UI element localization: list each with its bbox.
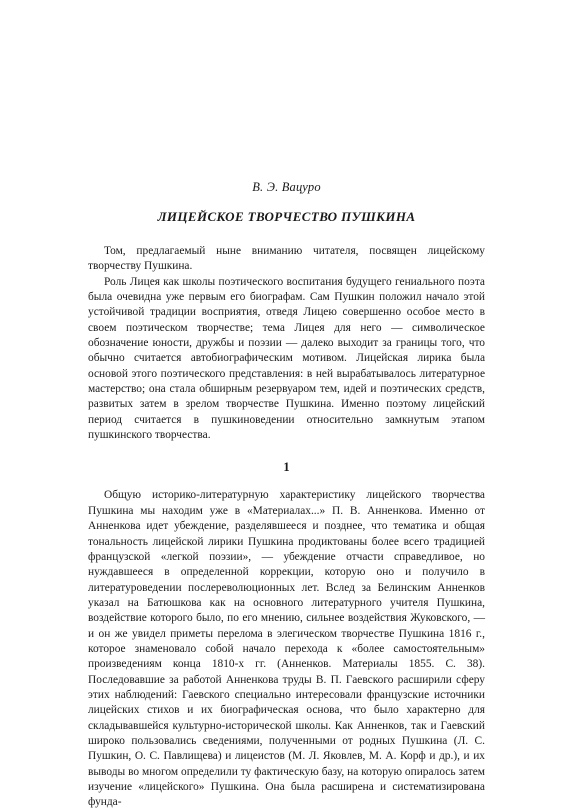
article-title: ЛИЦЕЙСКОЕ ТВОРЧЕСТВО ПУШКИНА <box>157 209 416 224</box>
intro-paragraph: Роль Лицея как школы поэтического воспитания будущего гениального поэта была очевидна уже первым его биографам. Сам Пушкин положил начало этой устойчивой традиции восприятия, отведя Лицею совершенно особое место в своем поэтическом творчестве; тема Лицея для него — символическое обозначение юности, дружбы и поэзии — далеко выходит за границы того, что обычно считается автобиографическим мотивом. Лицейская лирика была основой этого поэтического представления: в ней вырабатывалось литературное мастерство; она стала обширным резервуаром тем, идей и поэтических средств, развитых затем в зрелом творчестве Пушкина. Именно поэтому лицейский период считается в пушкиноведении относительно замкнутым этапом пушкинского творчества. <box>88 275 485 442</box>
section-paragraph: Общую историко-литературную характеристику лицейского творчества Пушкина мы находим уже в «Материалах...» П. В. Анненкова. Именно от Анненкова идет убеждение, разделявшееся и позднее, что тематика и общая тональность лицейской лирики Пушкина продиктованы более всего традицией французской «легкой поэзии», — убеждение отчасти справедливое, но нуждавшееся в определенной коррекции, которую оно и получило в литературоведении послереволюционных лет. Вслед за Белинским Анненков указал на Батюшкова как на основного литературного учителя Пушкина, воздействие которого было, по его мнению, сильнее воздействия Жуковского, — и он же увидел приметы перелома в элегическом творчестве Пушкина 1816 г., которое знаменовало собой начало перехода к «более самостоятельным» произведениям конца 1810-х гг. (Анненков. Материалы 1855. С. 38). Последовавшие за работой Анненкова труды В. П. Гаевского расширили сферу этих наблюдений: Гаевского специально интересовали французские источники лицейских стихов и их биографическая основа, что было характерно для складывавшейся культурно-исторической школы. Как Анненков, так и Гаевский широко пользовались сведениями, полученными от родных Пушкина (Л. С. Пушкин, О. С. Павлищева) и лицеистов (М. Л. Яковлев, М. А. Корф и др.), и их выводы во многом определили ту фактическую базу, на которую опиралось затем изучение «лицейского» Пушкина. Она была расширена и систематизирована фунда- <box>88 489 485 809</box>
article-author: В. Э. Вацуро <box>252 180 321 194</box>
article-page <box>88 180 485 811</box>
intro-paragraph: Том, предлагаемый ныне вниманию читателя, посвящен лицейскому творчеству Пушкина. <box>88 245 485 273</box>
section-number: 1 <box>283 460 290 475</box>
